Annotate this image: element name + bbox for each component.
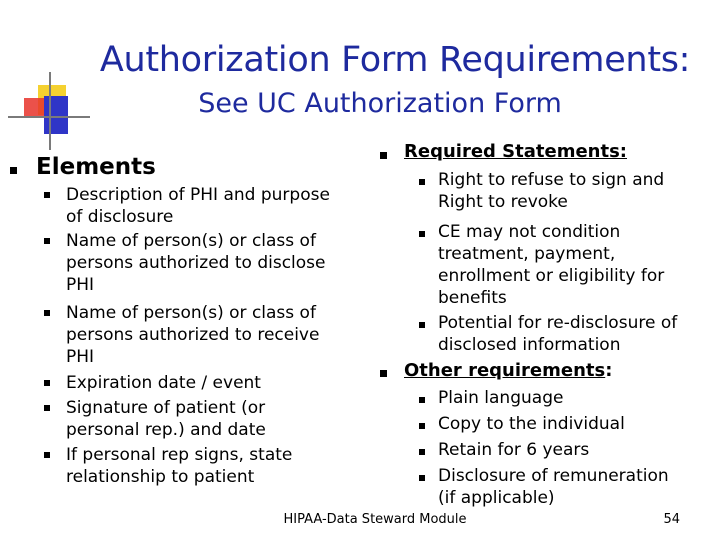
bullet-square-icon: [380, 152, 387, 159]
other-item-2: Copy to the individual: [438, 414, 625, 434]
elements-item-4: Expiration date / event: [66, 373, 261, 393]
other-item-4: Disclosure of remuneration (if applicable): [438, 466, 669, 508]
other-item-3: Retain for 6 years: [438, 440, 590, 460]
elements-item-3: Name of person(s) or class of persons authorized to receive PHI: [66, 303, 320, 367]
slide-logo-graphic: [0, 0, 90, 160]
bullet-square-icon: [419, 475, 425, 481]
elements-item-1: Description of PHI and purpose of disclosure: [66, 185, 330, 227]
other-requirements-heading: [404, 360, 612, 382]
required-item-3: Potential for re-disclosure of disclosed information: [438, 313, 678, 355]
bullet-square-icon: [419, 449, 425, 455]
bullet-square-icon: [44, 452, 50, 458]
bullet-square-icon: [44, 405, 50, 411]
bullet-square-icon: [419, 322, 425, 328]
bullet-square-icon: [44, 238, 50, 244]
page-number: 54: [663, 512, 680, 527]
elements-item-5: Signature of patient (or personal rep.) and date: [66, 398, 266, 440]
bullet-square-icon: [44, 380, 50, 386]
required-statements-heading: Required Statements:: [404, 141, 627, 162]
other-item-1: Plain language: [438, 388, 564, 408]
elements-heading: Elements: [36, 154, 156, 180]
elements-item-2: Name of person(s) or class of persons authorized to disclose PHI: [66, 231, 326, 295]
slide-title: Authorization Form Requirements:: [99, 40, 691, 80]
other-requirements-colon: :: [605, 360, 613, 381]
bullet-square-icon: [419, 423, 425, 429]
bullet-square-icon: [419, 179, 425, 185]
bullet-square-icon: [380, 370, 387, 377]
required-item-1: Right to refuse to sign and Right to revoke: [438, 170, 665, 212]
required-item-2: CE may not condition treatment, payment, enrollment or eligibility for benefits: [438, 222, 665, 308]
slide-subtitle: See UC Authorization Form: [198, 88, 562, 119]
footer-module-name: HIPAA-Data Steward Module: [283, 512, 467, 527]
elements-item-6: If personal rep signs, state relationship to patient: [66, 445, 293, 487]
bullet-square-icon: [44, 192, 50, 198]
other-requirements-label: Other requirements: [404, 360, 606, 381]
bullet-square-icon: [419, 231, 425, 237]
bullet-square-icon: [44, 310, 50, 316]
bullet-square-icon: [10, 167, 17, 174]
bullet-square-icon: [419, 397, 425, 403]
